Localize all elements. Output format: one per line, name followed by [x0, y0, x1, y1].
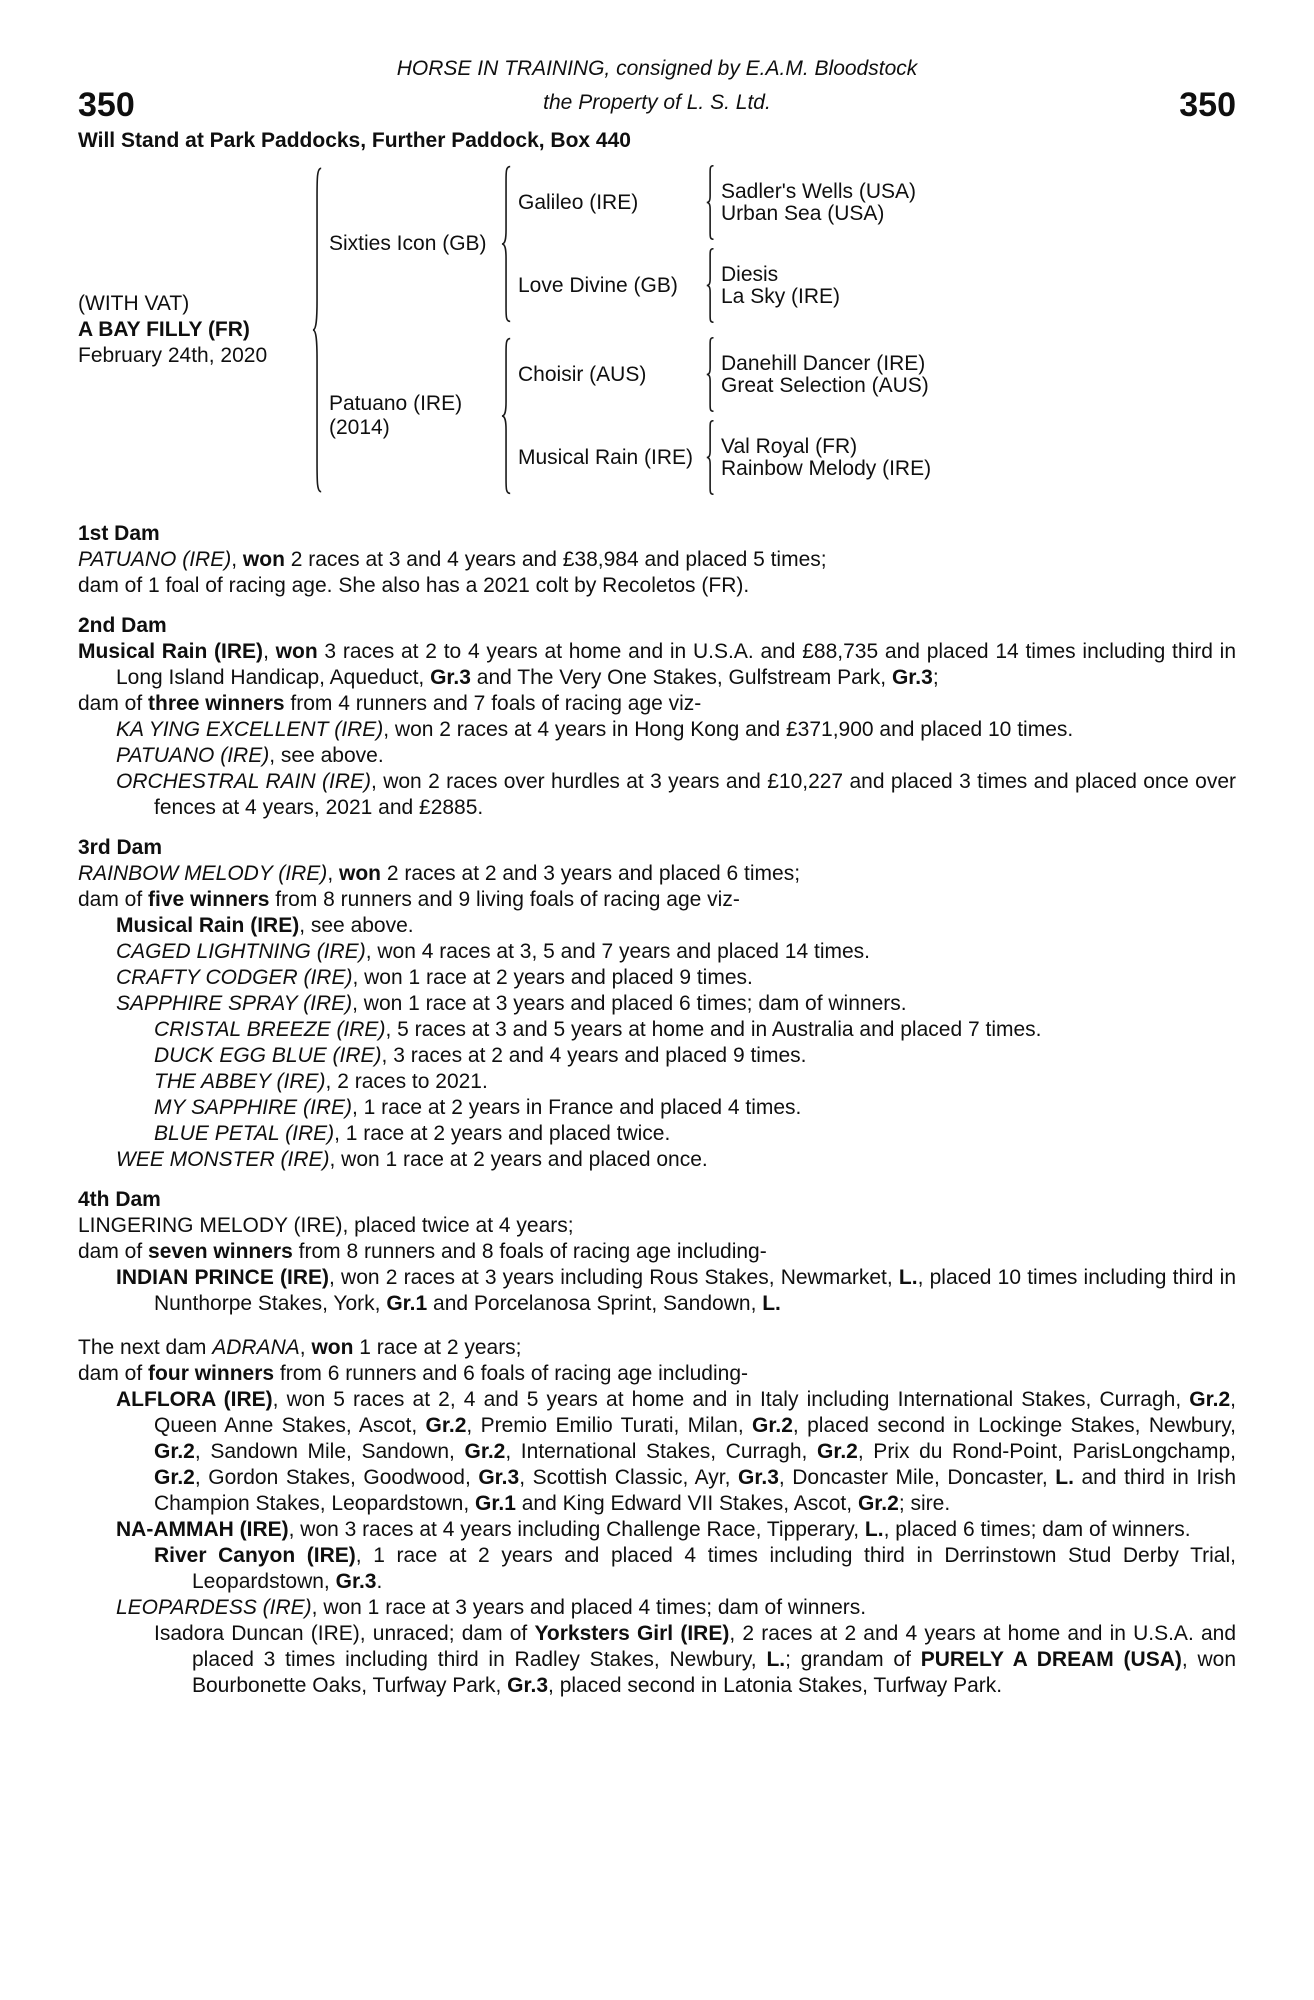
text-run: , [327, 862, 339, 885]
text-run: , Scottish Classic, Ayr, [519, 1466, 739, 1489]
text-run: , 5 races at 3 and 5 years at home and in Australia and placed 7 times. [385, 1018, 1042, 1041]
text-run: Gr.2 [425, 1414, 467, 1437]
text-run: , Premio Emilio Turati, Milan, [466, 1414, 753, 1437]
pedigree-paragraph [78, 1543, 1236, 1595]
text-run: 4th Dam [78, 1188, 161, 1211]
text-run: won [242, 548, 285, 571]
text-run: CAGED LIGHTNING (IRE) [116, 940, 366, 963]
text-run: ORCHESTRAL RAIN (IRE) [116, 770, 372, 793]
dam-section-heading [78, 521, 1236, 547]
dam-name-cell [329, 392, 499, 440]
text-run: 3 races at 2 to 4 years at home and in U.S.A. and £88,735 and placed 14 times including third in Long Island Handicap, Aqueduct, [116, 640, 1237, 689]
text-run: LEOPARDESS (IRE) [116, 1596, 312, 1619]
text-run: , 1 race at 2 years and placed 4 times including third in Derrinstown Stud Derby Trial, Leopardstown, [192, 1544, 1236, 1593]
text-run: , won 1 race at 3 years and placed 4 times; dam of winners. [311, 1596, 867, 1619]
text-run: three winners [148, 692, 285, 715]
text-run: Gr.3 [430, 666, 471, 689]
text-run: River Canyon (IRE) [154, 1544, 356, 1567]
pedigree-paragraph [78, 1387, 1236, 1517]
pedigree-paragraph [78, 1213, 1236, 1239]
pedigree-brace [704, 248, 721, 323]
sire-dam-sire: Diesis [721, 262, 779, 286]
text-run: 1 race at 2 years; [353, 1336, 522, 1359]
pedigree-paragraph [78, 1095, 1236, 1121]
sire-name: Sixties Icon (GB) [329, 232, 487, 255]
pedigree-paragraph [78, 1361, 1236, 1387]
pedigree-paragraph [78, 743, 1236, 769]
dam-section-heading [78, 1187, 1236, 1213]
text-run: won [338, 862, 381, 885]
text-run: , [299, 1336, 312, 1359]
page-header [78, 52, 1236, 124]
catalog-text [78, 521, 1236, 1699]
pedigree-tree [78, 165, 1236, 495]
horse-info [78, 291, 310, 369]
text-run: INDIAN PRINCE (IRE) [116, 1266, 330, 1289]
text-run: Gr.3 [738, 1466, 779, 1489]
horse-name: A BAY FILLY (FR) [78, 318, 250, 341]
pedigree-paragraph [78, 1621, 1236, 1699]
text-run: MY SAPPHIRE (IRE) [154, 1096, 352, 1119]
text-run: ; [932, 666, 939, 689]
pedigree-brace-sire [499, 165, 518, 323]
text-run: Yorksters Girl (IRE) [534, 1622, 730, 1645]
text-run: Gr.2 [154, 1466, 195, 1489]
text-run: , see above. [299, 914, 414, 937]
text-run: , won 4 races at 3, 5 and 7 years and placed 14 times. [365, 940, 870, 963]
text-run: and Porcelanosa Sprint, Sandown, [427, 1292, 763, 1315]
text-run: SAPPHIRE SPRAY (IRE) [116, 992, 353, 1015]
text-run: and The Very One Stakes, Gulfstream Park, [470, 666, 892, 689]
pedigree-paragraph [78, 547, 1236, 573]
pedigree-paragraph [78, 913, 1236, 939]
text-run: four winners [148, 1362, 275, 1385]
dam-sire-sire: Danehill Dancer (IRE) [721, 351, 926, 375]
pedigree-paragraph [78, 1335, 1236, 1361]
pedigree-brace [704, 165, 721, 240]
text-run: 3rd Dam [78, 836, 163, 859]
pedigree-brace [704, 337, 721, 412]
dam-branch [329, 337, 931, 495]
sire-dam-name: Love Divine (GB) [518, 273, 678, 297]
text-run: ALFLORA (IRE) [116, 1388, 273, 1411]
text-run: The next dam [78, 1336, 213, 1359]
pedigree-paragraph [78, 991, 1236, 1017]
text-run: CRISTAL BREEZE (IRE) [154, 1018, 386, 1041]
dam-sire-branch [518, 337, 931, 412]
pedigree-paragraph [78, 1147, 1236, 1173]
text-run: Isadora Duncan (IRE), unraced; dam of [154, 1622, 535, 1645]
pedigree-brace-main [310, 165, 329, 495]
text-run: L. [766, 1648, 786, 1671]
text-run: , 1 race at 2 years and placed twice. [334, 1122, 671, 1145]
text-run: Musical Rain (IRE) [116, 914, 300, 937]
dam-dam-name: Musical Rain (IRE) [518, 445, 694, 469]
property-line: the Property of L. S. Ltd. [543, 91, 771, 114]
text-run: ADRANA [212, 1336, 300, 1359]
text-run: Musical Rain (IRE) [78, 640, 264, 663]
text-run: Gr.2 [1189, 1388, 1231, 1411]
text-run: , Doncaster Mile, Doncaster, [778, 1466, 1056, 1489]
text-run: WEE MONSTER (IRE) [116, 1148, 330, 1171]
dam-year: (2014) [329, 416, 390, 439]
vat-note: (WITH VAT) [78, 292, 190, 315]
text-run: L. [898, 1266, 918, 1289]
lot-number-left: 350 [78, 86, 135, 124]
text-run: . [376, 1570, 383, 1593]
text-run: , see above. [269, 744, 384, 767]
text-run: dam of 1 foal of racing age. She also has a 2021 colt by Recoletos (FR). [78, 574, 750, 597]
text-run: L. [864, 1518, 884, 1541]
text-run: , won 2 races over hurdles at 3 years and £10,227 and placed 3 times and placed once over fences at 4 years, 2021 and £2885. [154, 770, 1236, 819]
text-run: , 2 races to 2021. [325, 1070, 488, 1093]
text-run: and King Edward VII Stakes, Ascot, [515, 1492, 858, 1515]
dam-section-heading [78, 613, 1236, 639]
pedigree-paragraph [78, 1121, 1236, 1147]
text-run: five winners [148, 888, 270, 911]
text-run: won [275, 640, 318, 663]
text-run: NA-AMMAH (IRE) [116, 1518, 289, 1541]
text-run: L. [1055, 1466, 1074, 1489]
text-run: dam of [78, 1362, 149, 1385]
dam-name: Patuano (IRE) [329, 392, 463, 415]
pedigree-paragraph [78, 1239, 1236, 1265]
pedigree-paragraph [78, 1017, 1236, 1043]
text-run: Gr.3 [891, 666, 933, 689]
text-run: CRAFTY CODGER (IRE) [116, 966, 353, 989]
text-run: , Queen Anne Stakes, Ascot, [154, 1388, 1236, 1437]
dam-section-heading [78, 835, 1236, 861]
foaling-date: February 24th, 2020 [78, 344, 268, 367]
text-run: THE ABBEY (IRE) [154, 1070, 326, 1093]
text-run: ; sire. [898, 1492, 951, 1515]
text-run: 1st Dam [78, 522, 160, 545]
text-run: KA YING EXCELLENT (IRE) [116, 718, 384, 741]
text-run: , placed second in Latonia Stakes, Turfway Park. [548, 1674, 1003, 1697]
pedigree-paragraph [78, 1595, 1236, 1621]
text-run: Gr.3 [478, 1466, 520, 1489]
text-run: , International Stakes, Curragh, [505, 1440, 817, 1463]
pedigree-paragraph [78, 1517, 1236, 1543]
text-run: Gr.1 [475, 1492, 516, 1515]
text-run: Gr.2 [816, 1440, 858, 1463]
text-run: , [231, 548, 243, 571]
sire-dam-dam: La Sky (IRE) [721, 284, 841, 308]
sire-sire-dam: Urban Sea (USA) [721, 201, 885, 225]
text-run: dam of [78, 1240, 149, 1263]
pedigree-paragraph [78, 1265, 1236, 1317]
text-run: , won 3 races at 4 years including Challenge Race, Tipperary, [288, 1518, 865, 1541]
pedigree-paragraph [78, 887, 1236, 913]
text-run: LINGERING MELODY (IRE), placed twice at 4 years; [78, 1214, 574, 1237]
text-run: seven winners [148, 1240, 293, 1263]
text-run: , won 5 races at 2, 4 and 5 years at home and in Italy including International Stakes, Curragh, [272, 1388, 1190, 1411]
text-run: , 2 races at 2 and 4 years at home and in U.S.A. and placed 3 times including third in Radley Stakes, Newbury, [192, 1622, 1236, 1671]
text-run: 2 races at 2 and 3 years and placed 6 times; [380, 862, 801, 885]
text-run: , 3 races at 2 and 4 years and placed 9 times. [381, 1044, 807, 1067]
pedigree-paragraph [78, 939, 1236, 965]
text-run: from 6 runners and 6 foals of racing age including- [274, 1362, 748, 1385]
sire-sire-sire: Sadler's Wells (USA) [721, 179, 916, 203]
sire-branch [329, 165, 931, 323]
pedigree-paragraph [78, 573, 1236, 599]
lot-number-right: 350 [1179, 86, 1236, 124]
text-run: BLUE PETAL (IRE) [154, 1122, 335, 1145]
text-run: Gr.2 [154, 1440, 195, 1463]
text-run: , placed second in Lockinge Stakes, Newbury, [792, 1414, 1236, 1437]
dam-dam-dam: Rainbow Melody (IRE) [721, 456, 932, 480]
text-run: from 8 runners and 8 foals of racing age including- [292, 1240, 767, 1263]
text-run: Gr.3 [507, 1674, 549, 1697]
sire-sire-branch [518, 165, 916, 240]
text-run: , [263, 640, 276, 663]
text-run: , won Bourbonette Oaks, Turfway Park, [192, 1648, 1237, 1697]
text-run: , won 2 races at 4 years in Hong Kong and £371,900 and placed 10 times. [383, 718, 1074, 741]
text-run: , won 1 race at 3 years and placed 6 times; dam of winners. [352, 992, 907, 1015]
text-run: , Prix du Rond-Point, ParisLongchamp, [857, 1440, 1236, 1463]
text-run: won [311, 1336, 354, 1359]
pedigree-generation-2 [329, 165, 931, 495]
pedigree-paragraph [78, 769, 1236, 821]
text-run: , placed 6 times; dam of winners. [883, 1518, 1191, 1541]
text-run: , placed 10 times including third in Nunthorpe Stakes, York, [154, 1266, 1237, 1315]
pedigree-paragraph [78, 1043, 1236, 1069]
text-run: , won 1 race at 2 years and placed once. [329, 1148, 708, 1171]
text-run: L. [762, 1292, 781, 1315]
text-run: from 4 runners and 7 foals of racing age viz- [284, 692, 702, 715]
text-run: , won 2 races at 3 years including Rous Stakes, Newmarket, [329, 1266, 899, 1289]
text-run: RAINBOW MELODY (IRE) [78, 862, 328, 885]
stand-location-line: Will Stand at Park Paddocks, Further Paddock, Box 440 [78, 129, 631, 152]
text-run: PURELY A DREAM (USA) [920, 1648, 1182, 1671]
pedigree-paragraph [78, 861, 1236, 887]
text-run: Gr.2 [857, 1492, 899, 1515]
pedigree-paragraph [78, 1069, 1236, 1095]
text-run: ; grandam of [785, 1648, 921, 1671]
text-run: PATUANO (IRE) [78, 548, 232, 571]
text-run: Gr.2 [464, 1440, 506, 1463]
dam-dam-branch [518, 420, 931, 495]
text-run: , Sandown Mile, Sandown, [194, 1440, 465, 1463]
text-run: PATUANO (IRE) [116, 744, 270, 767]
pedigree-paragraph [78, 639, 1236, 691]
sire-dam-branch [518, 248, 916, 323]
dam-sire-dam: Great Selection (AUS) [721, 373, 929, 397]
text-run: 2 races at 3 and 4 years and £38,984 and placed 5 times; [284, 548, 827, 571]
text-run: , won 1 race at 2 years and placed 9 times. [352, 966, 753, 989]
text-run: DUCK EGG BLUE (IRE) [154, 1044, 382, 1067]
pedigree-paragraph [78, 691, 1236, 717]
pedigree-paragraph [78, 965, 1236, 991]
text-run: dam of [78, 888, 149, 911]
dam-sire-name: Choisir (AUS) [518, 362, 647, 386]
text-run: Gr.2 [752, 1414, 793, 1437]
text-run: , Gordon Stakes, Goodwood, [194, 1466, 479, 1489]
dam-dam-sire: Val Royal (FR) [721, 434, 858, 458]
sire-sire-name: Galileo (IRE) [518, 190, 639, 214]
text-run: Gr.1 [386, 1292, 428, 1315]
text-run: and third in Irish Champion Stakes, Leopardstown, [154, 1466, 1236, 1515]
text-run: Gr.3 [335, 1570, 377, 1593]
pedigree-paragraph [78, 717, 1236, 743]
text-run: , 1 race at 2 years in France and placed 4 times. [351, 1096, 802, 1119]
consignor-line: HORSE IN TRAINING, consigned by E.A.M. Bloodstock [396, 57, 918, 80]
pedigree-brace [704, 420, 721, 495]
text-run: from 8 runners and 9 living foals of racing age viz- [269, 888, 740, 911]
text-run: dam of [78, 692, 149, 715]
text-run: 2nd Dam [78, 614, 167, 637]
pedigree-brace-dam [499, 337, 518, 495]
